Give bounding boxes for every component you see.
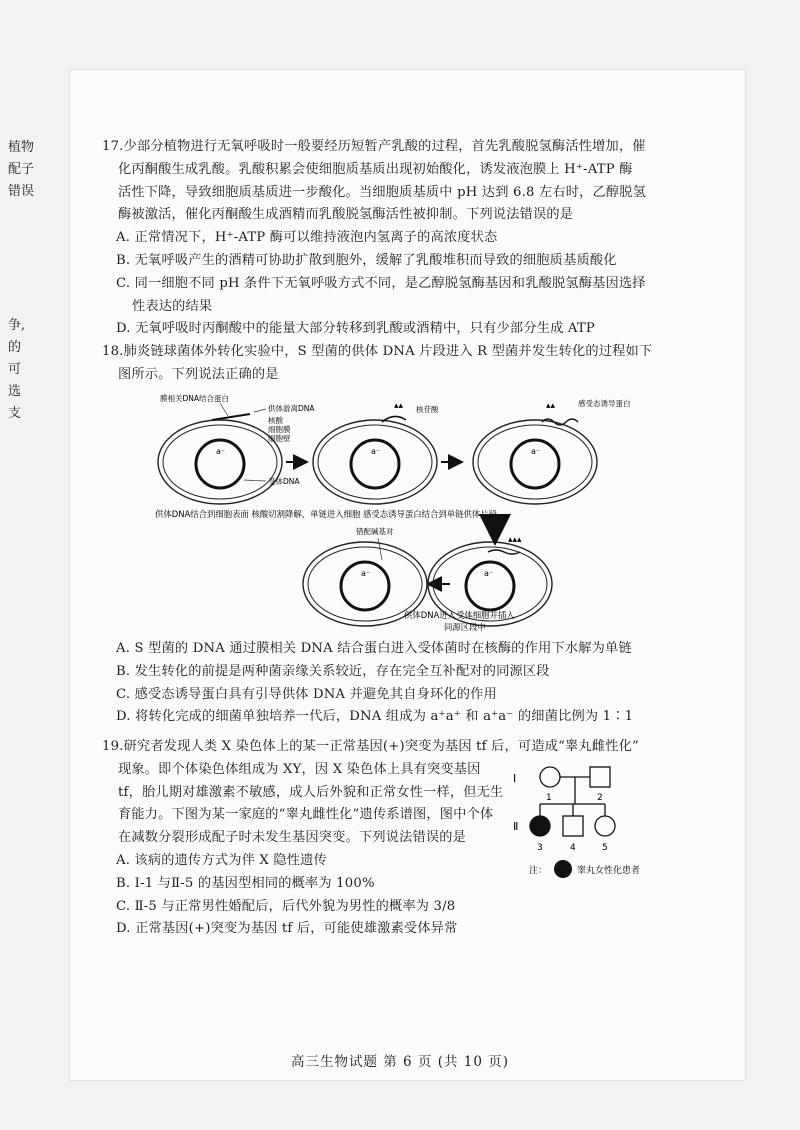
label-wall: 细胞壁	[268, 434, 291, 443]
q18-option-d: D. 将转化完成的细菌单独培养一代后，DNA 组成为 a⁺a⁺ 和 a⁺a⁻ 的细菌比例为 1∶1	[116, 709, 634, 725]
legend-affected-symbol	[554, 860, 572, 878]
female-normal-symbol	[540, 767, 560, 787]
cell-step-1	[158, 414, 282, 504]
question-17	[102, 136, 682, 341]
q17-option-b: B. 无氧呼吸产生的酒精可协助扩散到胞外，缓解了乳酸堆积而导致的细胞质基质酸化	[116, 252, 617, 268]
q19-option-b: B. Ⅰ-1 与Ⅱ-5 的基因型相同的概率为 100%	[116, 875, 375, 891]
generation-label: Ⅱ	[513, 820, 519, 833]
q17-option-c-cont: 性表达的结果	[132, 298, 213, 314]
label-receptor-dna: 受体DNA	[268, 477, 300, 486]
individual-id: 4	[570, 843, 576, 853]
female-normal-symbol	[595, 816, 615, 836]
individual-id: 3	[537, 843, 543, 853]
q17-option-a: A. 正常情况下，H⁺-ATP 酶可以维持液泡内氢离子的高浓度状态	[116, 230, 498, 246]
page-footer: 高三生物试题 第 6 页 (共 10 页)	[290, 1054, 510, 1070]
q17-option-c: C. 同一细胞不同 pH 条件下无氧呼吸方式不同，是乙醇脱氢酶基因和乳酸脱氢酶基因选择	[116, 275, 646, 291]
margin-note: 植物	[8, 140, 35, 155]
label-donor-dna: 供体游离DNA	[268, 404, 315, 413]
label-membrane: 细胞膜	[268, 425, 291, 434]
label-nucleotide: 核苷酸	[416, 405, 439, 414]
gene-label: a⁻	[484, 569, 494, 578]
label-membrane-protein: 膜相关DNA结合蛋白	[160, 394, 230, 403]
insert-caption-line2: 同源区段中	[444, 622, 486, 632]
step-caption: 供体DNA结合到细胞表面 核酸切割降解，单链进入细胞 感受态诱导蛋白结合到单链供体片段	[155, 509, 498, 519]
gene-label: a⁻	[371, 447, 381, 456]
gene-label: a⁻	[216, 447, 226, 456]
pedigree-chart	[505, 760, 675, 880]
individual-id: 5	[602, 843, 608, 853]
svg-text:▴▴: ▴▴	[394, 401, 404, 411]
q17-stem-line: 活性下降，导致细胞质基质进一步酸化。当细胞质基质中 pH 达到 6.8 左右时，乙醇脱氢	[118, 184, 647, 200]
q17-stem-line: 17.少部分植物进行无氧呼吸时一般要经历短暂产乳酸的过程，首先乳酸脱氢酶活性增加，催	[102, 139, 646, 154]
question-18	[102, 341, 682, 387]
q17-stem-line: 化丙酮酸生成乳酸。乳酸积累会使细胞质基质出现初始酸化，诱发液泡膜上 H⁺-ATP 酶	[118, 161, 633, 177]
q18-option-b: B. 发生转化的前提是两种菌亲缘关系较近，存在完全互补配对的同源区段	[116, 663, 550, 679]
label-nuclease: 核酸	[268, 416, 283, 425]
label-competence-protein: 感受态诱导蛋白	[578, 399, 630, 408]
margin-note: 选	[8, 384, 22, 399]
gene-label: a⁻	[361, 569, 371, 578]
svg-text:▴▴: ▴▴	[546, 401, 556, 411]
q19-stem-line: 现象。即个体染色体组成为 XY，因 X 染色体上具有突变基因	[118, 761, 481, 777]
q19-option-d: D. 正常基因(+)突变为基因 tf 后，可能使雄激素受体异常	[116, 921, 458, 937]
margin-note: 的	[8, 340, 22, 355]
generation-label: Ⅰ	[513, 772, 517, 785]
question-18-options	[102, 638, 682, 729]
q17-stem-line: 酶被激活，催化丙酮酸生成酒精而乳酸脱氢酶活性被抑制。下列说法错误的是	[118, 207, 574, 223]
q18-stem-line: 18.肺炎链球菌体外转化实验中，S 型菌的供体 DNA 片段进入 R 型菌并发生转化的过程如下	[102, 344, 653, 359]
q18-stem-line: 图所示。下列说法正确的是	[118, 366, 279, 382]
transformation-figure	[150, 392, 630, 632]
cell-step-3	[473, 398, 630, 504]
legend-text: 睾丸女性化患者	[577, 866, 641, 876]
margin-note: 配子	[8, 162, 35, 177]
individual-id: 2	[597, 793, 603, 803]
q19-stem-line: 19.研究者发现人类 X 染色体上的某一正常基因(+)突变为基因 tf 后，可造成“睾丸雌性化”	[102, 739, 639, 754]
q19-stem-line: 育能力。下图为某一家庭的“睾丸雌性化”遗传系谱图，图中个体	[118, 807, 494, 823]
male-normal-symbol	[563, 816, 583, 836]
gene-label: a⁻	[531, 447, 541, 456]
q18-option-c: C. 感受态诱导蛋白具有引导供体 DNA 并避免其自身环化的作用	[116, 686, 497, 702]
margin-note: 争,	[8, 318, 26, 333]
q17-option-d: D. 无氧呼吸时丙酮酸中的能量大部分转移到乳酸或酒精中，只有少部分生成 ATP	[116, 321, 595, 337]
margin-note: 支	[8, 406, 22, 421]
affected-female-symbol	[530, 816, 550, 836]
q19-option-a: A. 该病的遗传方式为伴 X 隐性遗传	[116, 852, 327, 868]
male-normal-symbol	[590, 767, 610, 787]
svg-text:▴▴▴: ▴▴▴	[508, 535, 522, 545]
legend-prefix: 注：	[529, 866, 548, 876]
individual-id: 1	[546, 793, 552, 803]
q19-stem-line: tf，胎儿期对雄激素不敏感，成人后外貌和正常女性一样，但无生	[118, 784, 504, 800]
insert-caption-line1: 供体DNA进入受体细胞并插入	[404, 610, 515, 620]
q19-option-c: C. Ⅱ-5 与正常男性婚配后，后代外貌为男性的概率为 3/8	[116, 898, 456, 914]
cell-step-2	[313, 401, 439, 504]
q18-option-a: A. S 型菌的 DNA 通过膜相关 DNA 结合蛋白进入受体菌时在核酶的作用下水解为单链	[116, 641, 632, 656]
label-mismatch: 错配碱基对	[356, 527, 394, 536]
margin-note: 可	[8, 362, 22, 377]
margin-note: 错误	[8, 184, 35, 199]
q19-stem-line: 在减数分裂形成配子时未发生基因突变。下列说法错误的是	[118, 830, 467, 846]
